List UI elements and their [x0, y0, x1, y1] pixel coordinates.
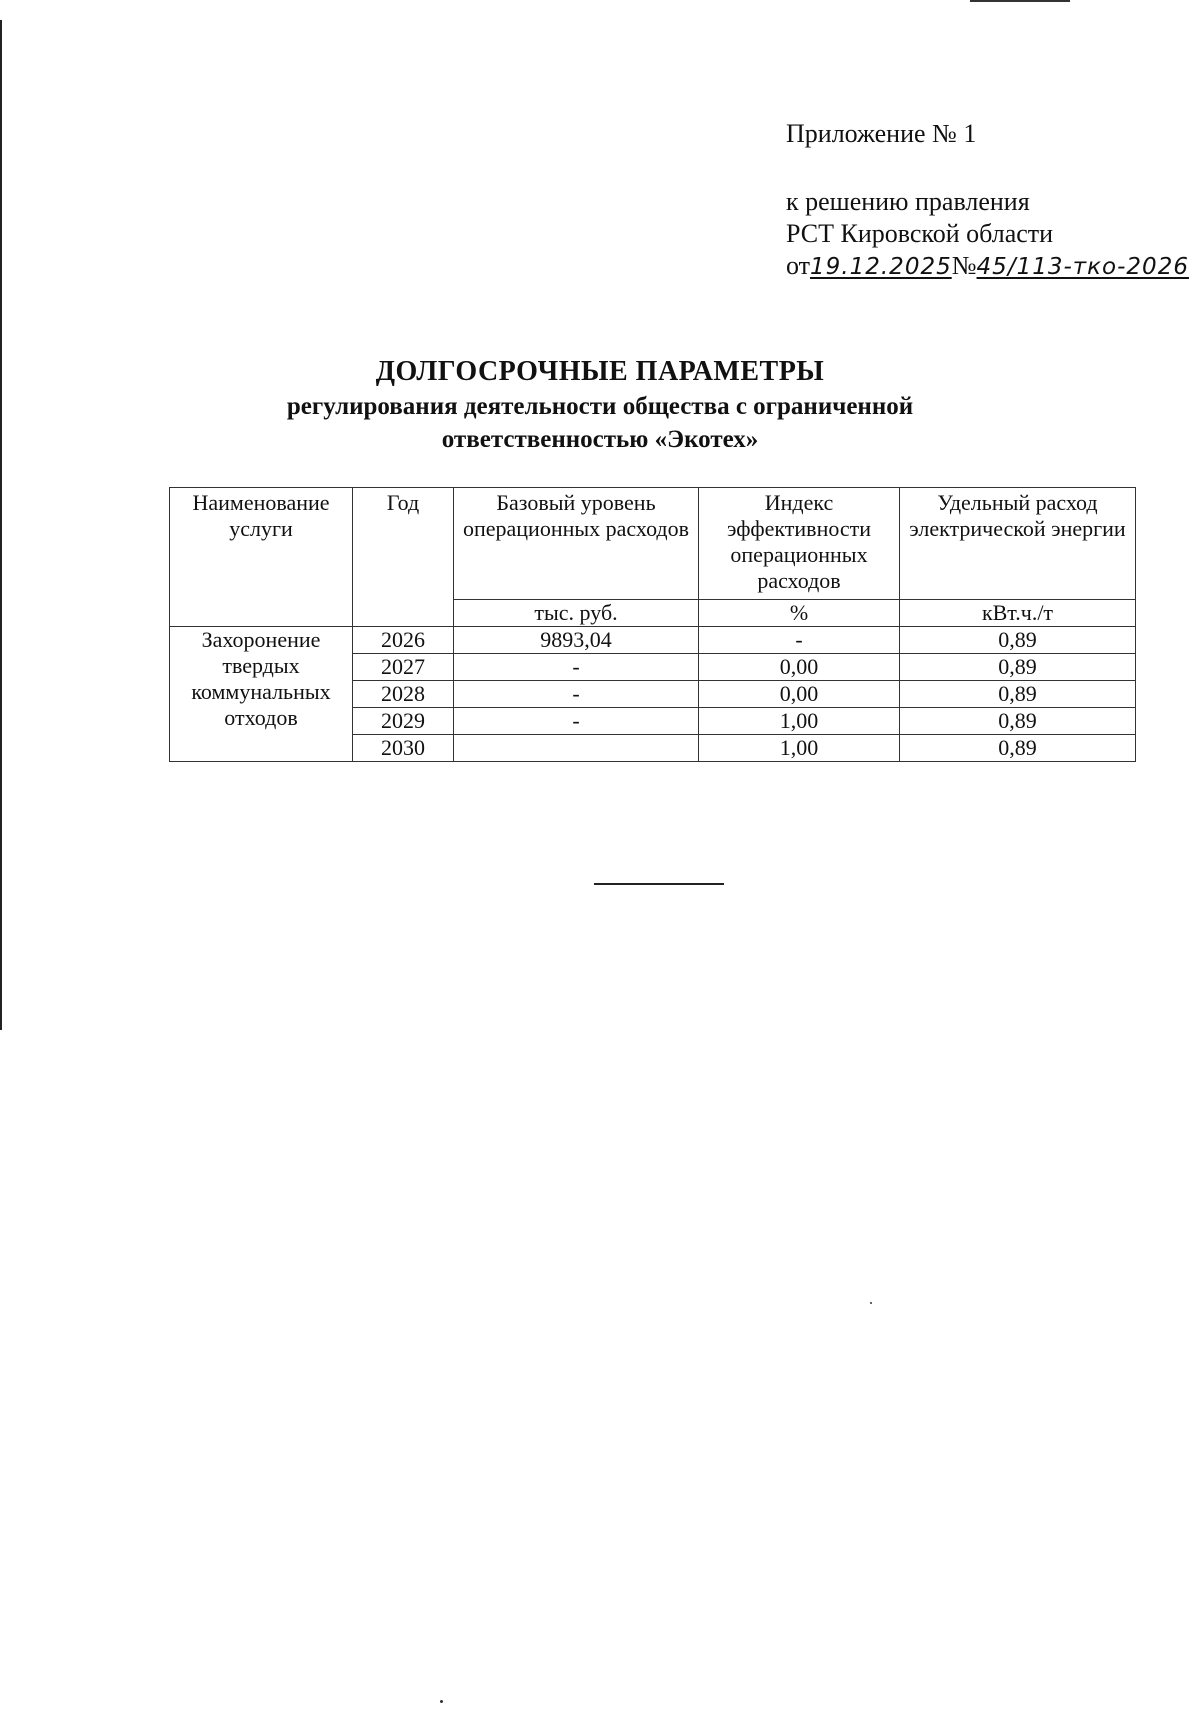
cell-base-level: -: [454, 654, 699, 681]
cell-base-level: -: [454, 681, 699, 708]
header-base-level: Базовый уровень операционных расходов: [454, 488, 699, 600]
handwritten-number: 45/113-тко-2026: [976, 254, 1189, 280]
unit-energy-consumption: кВт.ч./т: [900, 600, 1136, 627]
cell-efficiency-index: 1,00: [699, 735, 900, 762]
cell-year: 2027: [353, 654, 454, 681]
parameters-table: [169, 487, 1136, 762]
cell-efficiency-index: 1,00: [699, 708, 900, 735]
header-service: Наименование услуги: [170, 488, 353, 627]
decision-line-1: к решению правления: [786, 187, 1030, 216]
scan-top-mark: [970, 0, 1070, 2]
title-main: ДОЛГОСРОЧНЫЕ ПАРАМЕТРЫ: [375, 356, 825, 387]
cell-energy-consumption: 0,89: [900, 735, 1136, 762]
scan-speck: [870, 1302, 872, 1304]
date-prefix: от: [786, 251, 811, 280]
title-sub-line-1: регулирования деятельности общества с ограниченной: [286, 393, 914, 420]
scan-edge-line: [0, 20, 2, 1030]
unit-base-level: тыс. руб.: [454, 600, 699, 627]
cell-year: 2028: [353, 681, 454, 708]
cell-base-level: 9893,04: [454, 627, 699, 654]
cell-energy-consumption: 0,89: [900, 681, 1136, 708]
cell-efficiency-index: -: [699, 627, 900, 654]
header-year: Год: [353, 488, 454, 627]
header-energy-consumption: Удельный расход электрической энергии: [900, 488, 1136, 600]
cell-base-level: [454, 735, 699, 762]
number-prefix: №: [951, 251, 977, 280]
table-header-row: [170, 488, 1136, 600]
table-row: [170, 627, 1136, 654]
cell-year: 2026: [353, 627, 454, 654]
document-title: [0, 354, 1200, 456]
cell-energy-consumption: 0,89: [900, 627, 1136, 654]
cell-efficiency-index: 0,00: [699, 654, 900, 681]
cell-energy-consumption: 0,89: [900, 654, 1136, 681]
service-name: Захоронение твердых коммунальных отходов: [170, 627, 353, 762]
cell-efficiency-index: 0,00: [699, 681, 900, 708]
cell-energy-consumption: 0,89: [900, 708, 1136, 735]
cell-year: 2029: [353, 708, 454, 735]
cell-base-level: -: [454, 708, 699, 735]
closing-divider: [594, 883, 724, 885]
appendix-label: Приложение № 1: [786, 119, 977, 148]
decision-date-number: [786, 250, 1189, 283]
decision-reference: [786, 186, 1189, 283]
decision-line-2: РСТ Кировской области: [786, 219, 1054, 248]
title-sub-line-2: ответственностью «Экотех»: [441, 426, 759, 453]
header-efficiency-index: Индекс эффективности операционных расходов: [699, 488, 900, 600]
handwritten-date: 19.12.2025: [810, 254, 952, 280]
unit-efficiency-index: %: [699, 600, 900, 627]
cell-year: 2030: [353, 735, 454, 762]
scan-speck: [440, 1700, 443, 1703]
